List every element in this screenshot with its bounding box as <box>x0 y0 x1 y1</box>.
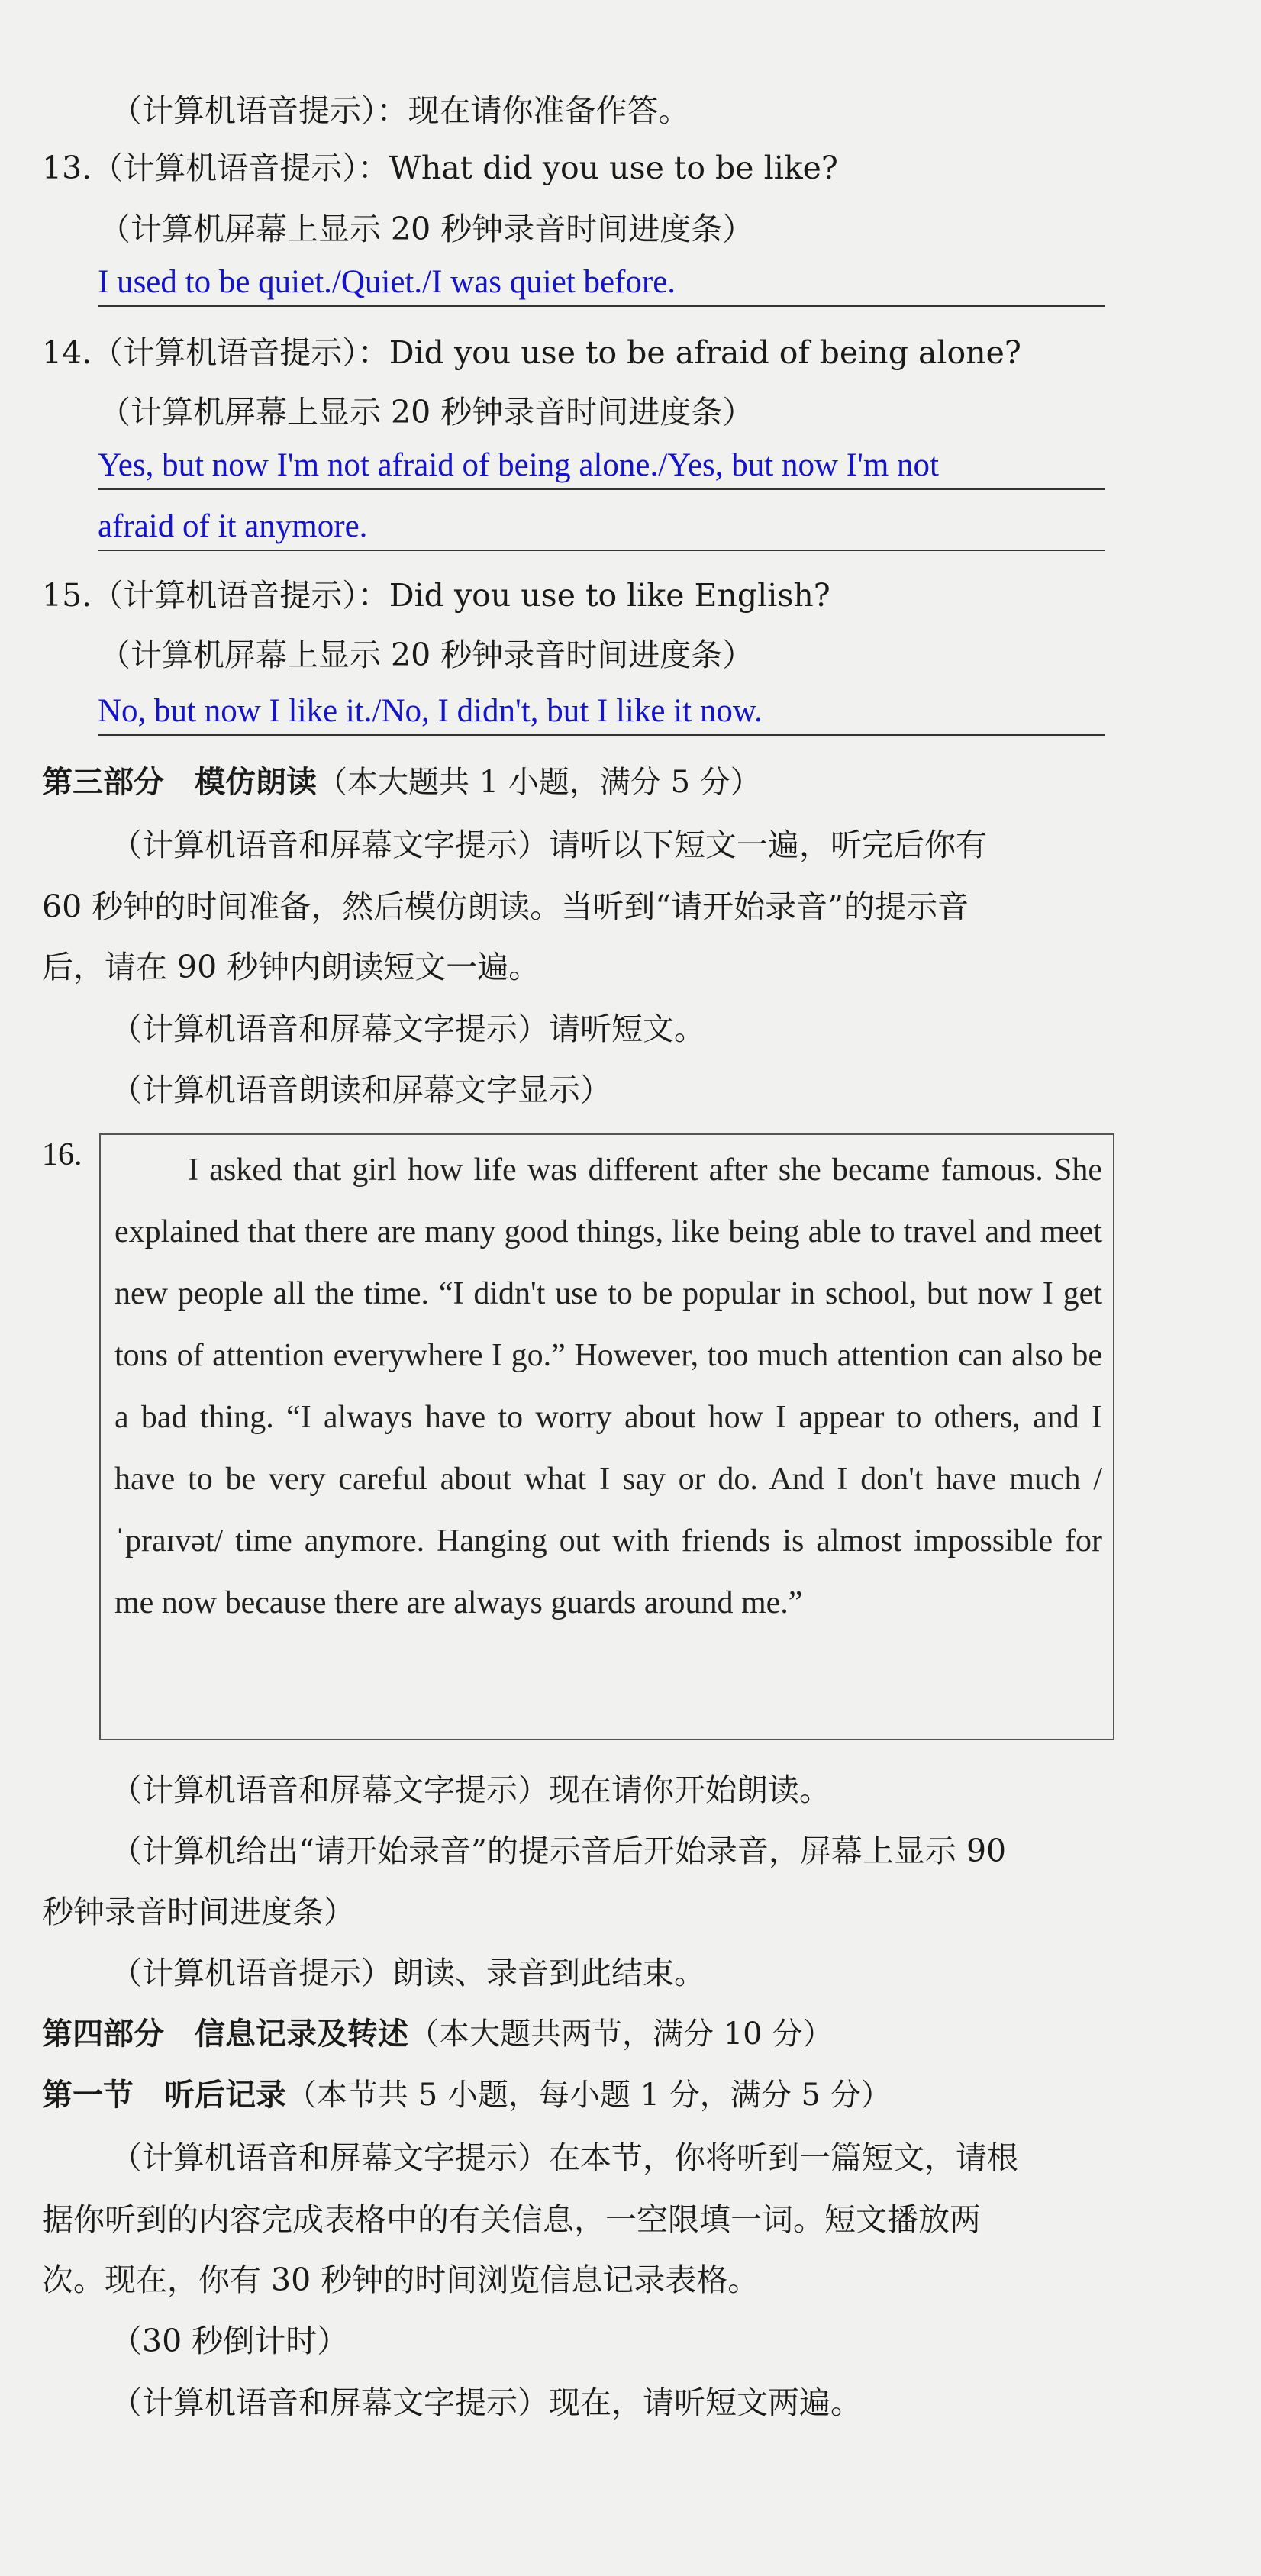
part4-name: 信息记录及转述 <box>195 2017 408 2052</box>
question-13-sub: （计算机屏幕上显示 20 秒钟录音时间进度条） <box>99 211 754 247</box>
instruction-line: 据你听到的内容完成表格中的有关信息，一空限填一词。短文播放两 <box>42 2201 981 2238</box>
section1-info: （本节共 5 小题，每小题 1 分，满分 5 分） <box>286 2078 892 2113</box>
instruction-line: （计算机语音和屏幕文字提示）请听短文。 <box>111 1011 705 1047</box>
question-15-answer: No, but now I like it./No, I didn't, but I like it now. <box>98 688 1105 736</box>
part3-heading <box>0 759 1261 805</box>
instruction-line: 60 秒钟的时间准备，然后模仿朗读。当听到“请开始录音”的提示音 <box>42 888 969 925</box>
section1-heading <box>0 2072 1261 2118</box>
question-14-sub: （计算机屏幕上显示 20 秒钟录音时间进度条） <box>99 394 754 430</box>
question-16-number: 16. <box>42 1137 82 1172</box>
question-15-sub: （计算机屏幕上显示 20 秒钟录音时间进度条） <box>99 637 754 673</box>
instruction-line: 后，请在 90 秒钟内朗读短文一遍。 <box>42 949 540 985</box>
instruction-line: （计算机语音朗读和屏幕文字显示） <box>111 1072 611 1108</box>
question-14-answer-line1: Yes, but now I'm not afraid of being alone./Yes, but now I'm not <box>98 443 1105 490</box>
question-15: 15.（计算机语音提示）：Did you use to like English? <box>42 577 830 614</box>
instruction-line: （计算机语音和屏幕文字提示）请听以下短文一遍，听完后你有 <box>111 827 987 863</box>
part3-info: （本大题共 1 小题，满分 5 分） <box>317 765 761 800</box>
instruction-line: （计算机语音和屏幕文字提示）现在，请听短文两遍。 <box>111 2384 862 2421</box>
reading-passage-text: I asked that girl how life was different after she became famous. She explained that there are many good things, like being able to travel and meet new people all the time. “I didn't use to be popular in school, but now I get tons of attention everywhere I go.” However, too much attention can also be a bad thing. “I always have to worry about how I appear to others, and I have to be very careful about what I say or do. And I don't have much /ˈpraɪvət/ time anymore. Hanging out with friends is almost impossible for me now because there are always guards around me.” <box>114 1153 1102 1620</box>
reading-passage-box <box>99 1133 1114 1740</box>
instruction-line: （计算机给出“请开始录音”的提示音后开始录音，屏幕上显示 90 <box>111 1833 1007 1869</box>
part3-name: 模仿朗读 <box>195 765 317 800</box>
question-13-answer: I used to be quiet./Quiet./I was quiet before. <box>98 260 1105 307</box>
part4-title: 第四部分 <box>42 2017 164 2052</box>
instruction-line: （计算机语音提示）朗读、录音到此结束。 <box>111 1955 705 1991</box>
question-14: 14.（计算机语音提示）：Did you use to be afraid of being alone? <box>42 334 1021 371</box>
part3-title: 第三部分 <box>42 765 164 800</box>
instruction-line: （计算机语音和屏幕文字提示）现在请你开始朗读。 <box>111 1772 830 1808</box>
question-13: 13.（计算机语音提示）：What did you use to be like? <box>42 150 838 186</box>
instruction-line: （30 秒倒计时） <box>111 2323 349 2359</box>
instruction-line: 次。现在，你有 30 秒钟的时间浏览信息记录表格。 <box>42 2262 760 2298</box>
prompt-line: （计算机语音提示）：现在请你准备作答。 <box>111 92 690 129</box>
instruction-line: （计算机语音和屏幕文字提示）在本节，你将听到一篇短文，请根 <box>111 2139 1018 2176</box>
instruction-line: 秒钟录音时间进度条） <box>42 1894 355 1930</box>
part4-info: （本大题共两节，满分 10 分） <box>408 2017 834 2052</box>
section1-name: 听后记录 <box>164 2078 286 2113</box>
question-14-answer-line2: afraid of it anymore. <box>98 504 1105 551</box>
section1-title: 第一节 <box>42 2078 134 2113</box>
part4-heading <box>0 2011 1261 2057</box>
